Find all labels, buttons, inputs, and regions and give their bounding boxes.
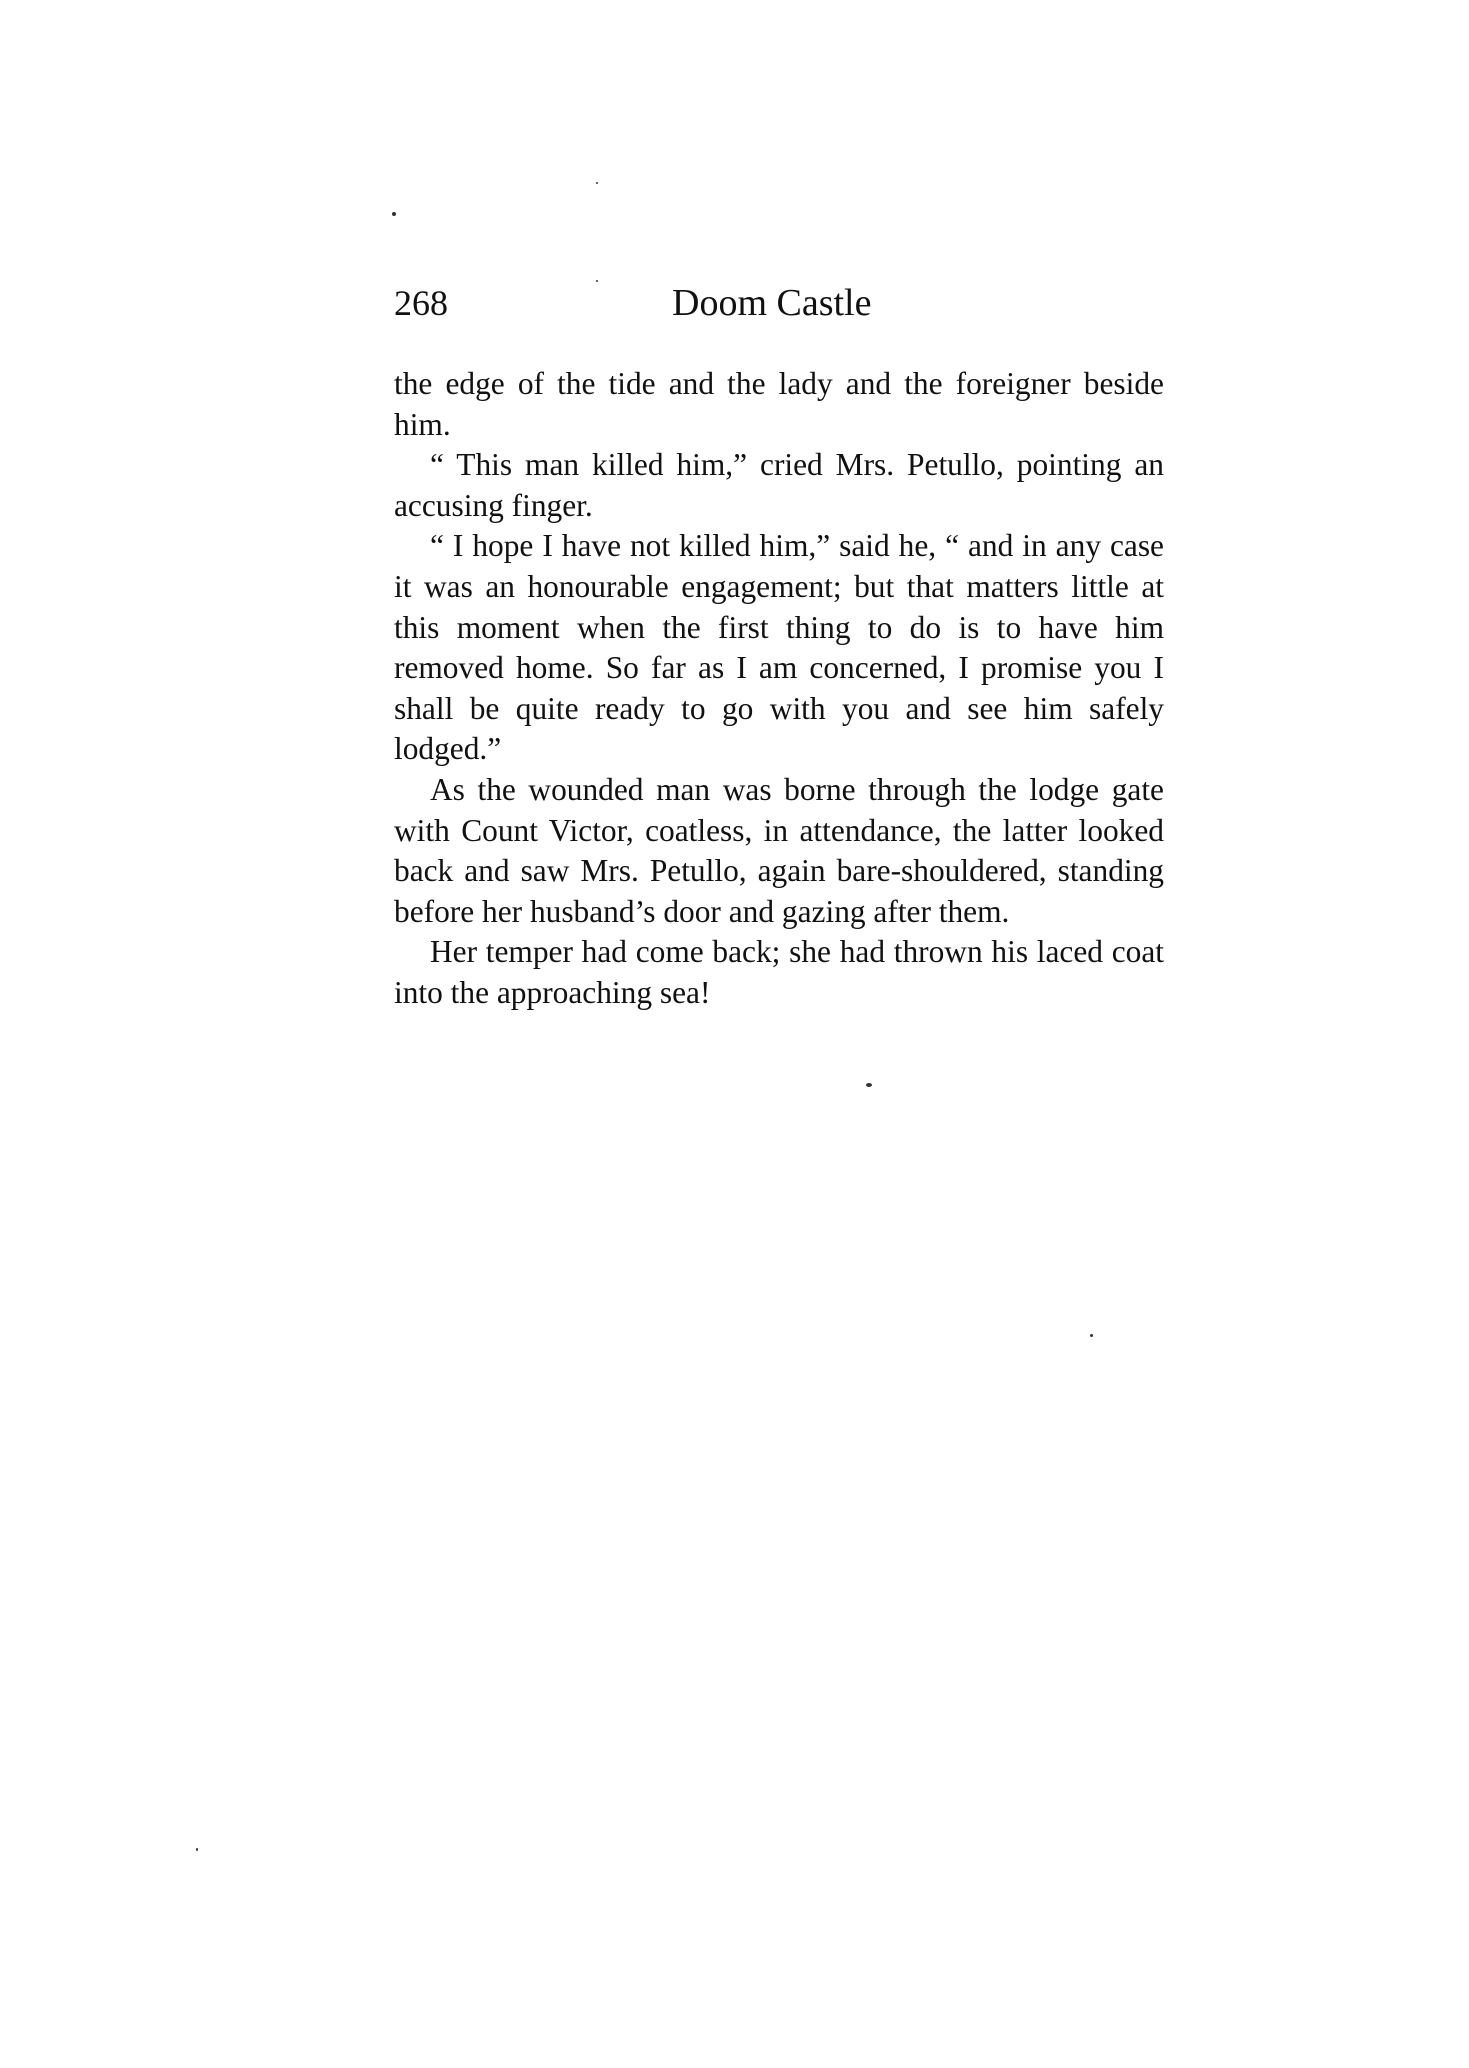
scan-speck [392, 212, 396, 216]
paragraph-2: “ This man killed him,” cried Mrs. Petullo, pointing an accusing finger. [394, 447, 1164, 523]
running-title: Doom Castle [672, 282, 872, 324]
scan-speck [596, 280, 598, 282]
scan-speck [866, 1083, 872, 1087]
scan-speck [1090, 1334, 1093, 1337]
body-text [394, 364, 1164, 1014]
paragraph-4: As the wounded man was borne through the lodge gate with Count Victor, coatless, in attendance, the latter looked back and saw Mrs. Petullo, again bare-shouldered, standing before her husband’s door and gazing after them. [394, 771, 1164, 929]
paragraph-1: the edge of the tide and the lady and the foreigner beside him. [394, 366, 1164, 442]
paragraph-5: Her temper had come back; she had thrown his laced coat into the approaching sea! [394, 934, 1164, 1010]
running-head [394, 278, 1164, 328]
paragraph-3: “ I hope I have not killed him,” said he, “ and in any case it was an honourable engagement; but that matters little at this moment when the first thing to do is to have him removed home. So far as I am concerned, I promise you I shall be quite ready to go with you and see him safely lodged.” [394, 528, 1164, 767]
scan-speck [596, 182, 598, 184]
scan-speck [196, 1848, 198, 1851]
page-number: 268 [394, 283, 448, 323]
